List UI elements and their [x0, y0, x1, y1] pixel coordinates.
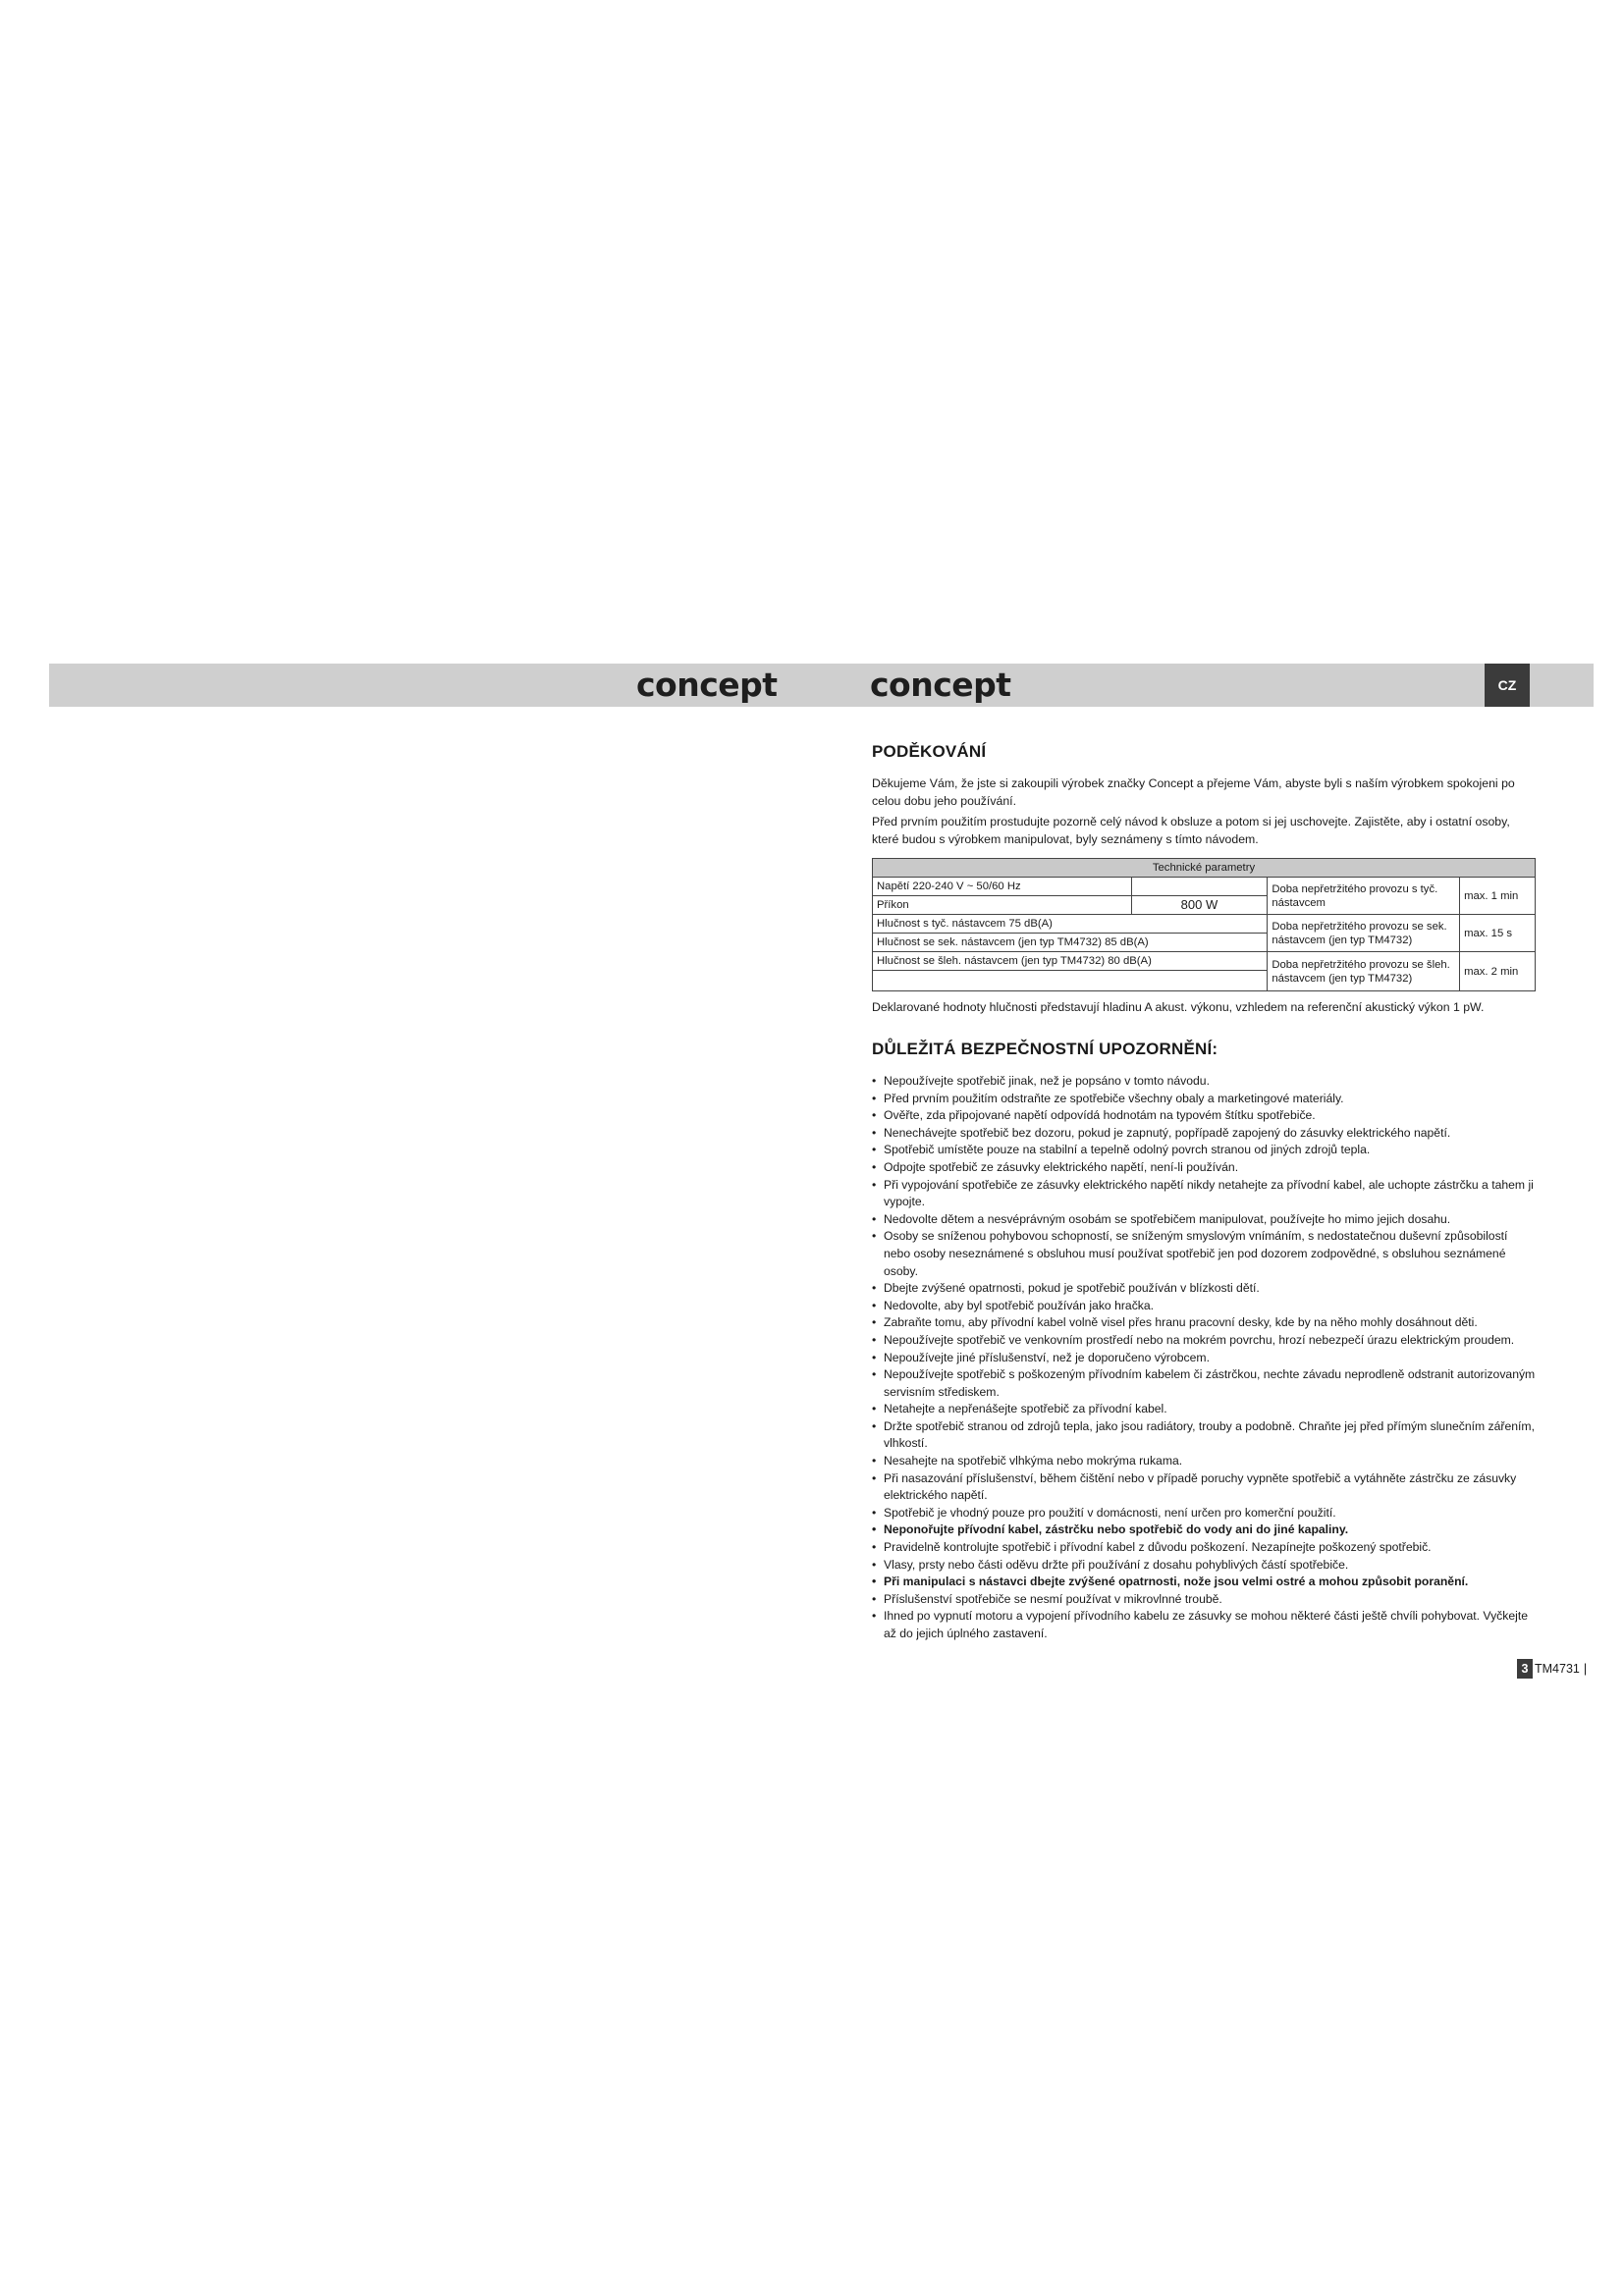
spec-noise-rod: Hlučnost s tyč. nástavcem 75 dB(A): [873, 915, 1268, 934]
intro-paragraph: Před prvním použitím prostudujte pozorně celý návod k obsluze a potom si jej uschovejte. Zajistěte, aby i ostatní osoby, které budou s výrobkem manipulovat, byly seznámeny s tímto návodem.: [872, 815, 1510, 846]
safety-item: • Nesahejte na spotřebič vlhkýma nebo mokrýma rukama.: [872, 1453, 1536, 1470]
spec-table-caption: Technické parametry: [873, 859, 1536, 878]
safety-item: • Osoby se sníženou pohybovou schopností, se sníženým smyslovým vnímáním, s nedostatečnou duševní způsobilostí nebo osoby neseznámené s obsluhou musí používat spotřebič jen pod dozorem zodpovědné, s obsluhou seznámené osoby.: [872, 1228, 1536, 1280]
safety-item: • Zabraňte tomu, aby přívodní kabel volně visel přes hranu pracovní desky, kde by na něho mohly dosáhnout děti.: [872, 1314, 1536, 1332]
model-code: TM4731: [1535, 1662, 1580, 1676]
spec-op-chopper-label: Doba nepřetržitého provozu se sek. nástavcem (jen typ TM4732): [1268, 915, 1460, 952]
spec-op-whisk-value: max. 2 min: [1460, 952, 1536, 991]
safety-item: • Příslušenství spotřebiče se nesmí používat v mikrovlnné troubě.: [872, 1591, 1536, 1609]
safety-item: • Nedovolte dětem a nesvéprávným osobám se spotřebičem manipulovat, používejte ho mimo jejich dosahu.: [872, 1211, 1536, 1229]
manual-page-content: [872, 742, 1536, 1643]
noise-note: Deklarované hodnoty hlučnosti představují hladinu A akust. výkonu, vzhledem na referenční akustický výkon 1 pW.: [872, 1000, 1485, 1014]
spec-op-rod-value: max. 1 min: [1460, 878, 1536, 915]
safety-item: • Při vypojování spotřebiče ze zásuvky elektrického napětí nikdy netahejte za přívodní kabel, ale uchopte zástrčku a tahem ji vypojte.: [872, 1177, 1536, 1211]
spec-op-chopper-value: max. 15 s: [1460, 915, 1536, 952]
spec-voltage: Napětí 220-240 V ~ 50/60 Hz: [873, 878, 1132, 896]
safety-item-emphasis: • Neponořujte přívodní kabel, zástrčku nebo spotřebič do vody ani do jiné kapaliny.: [872, 1522, 1536, 1539]
safety-item: • Před prvním použitím odstraňte ze spotřebiče všechny obaly a marketingové materiály.: [872, 1091, 1536, 1108]
spec-table: [872, 858, 1536, 991]
footer-separator: |: [1583, 1662, 1588, 1676]
safety-item: • Spotřebič umístěte pouze na stabilní a tepelně odolný povrch stranou od jiných zdrojů tepla.: [872, 1142, 1536, 1159]
safety-item: • Při nasazování příslušenství, během čištění nebo v případě poruchy vypněte spotřebič a vytáhněte zástrčku ze zásuvky elektrického napětí.: [872, 1470, 1536, 1505]
safety-item: • Nepoužívejte spotřebič jinak, než je popsáno v tomto návodu.: [872, 1073, 1536, 1091]
header-band: [49, 664, 1594, 707]
brand-logo-left: concept: [636, 666, 778, 704]
spec-noise-whisk: Hlučnost se šleh. nástavcem (jen typ TM4732) 80 dB(A): [873, 952, 1268, 971]
safety-item: • Spotřebič je vhodný pouze pro použití v domácnosti, není určen pro komerční použití.: [872, 1505, 1536, 1522]
brand-logo-right: concept: [870, 666, 1011, 704]
page-footer: [1517, 1659, 1587, 1679]
safety-item-emphasis: • Při manipulaci s nástavci dbejte zvýšené opatrnosti, nože jsou velmi ostré a mohou způsobit poranění.: [872, 1574, 1536, 1591]
spec-op-rod-label: Doba nepřetržitého provozu s tyč. nástavcem: [1268, 878, 1460, 915]
safety-item: • Nepoužívejte jiné příslušenství, než je doporučeno výrobcem.: [872, 1350, 1536, 1367]
safety-item: • Držte spotřebič stranou od zdrojů tepla, jako jsou radiátory, trouby a podobně. Chraňte jej před přímým slunečním zářením, vlhkostí.: [872, 1418, 1536, 1453]
intro-heading: PODĚKOVÁNÍ: [872, 742, 987, 761]
safety-item: • Ihned po vypnutí motoru a vypojení přívodního kabelu ze zásuvky se mohou některé části ještě chvíli pohybovat. Vyčkejte až do jejich úplného zastavení.: [872, 1608, 1536, 1642]
spec-op-whisk-label: Doba nepřetržitého provozu se šleh. nástavcem (jen typ TM4732): [1268, 952, 1460, 991]
spec-power-label: Příkon: [873, 896, 1132, 915]
safety-heading: DŮLEŽITÁ BEZPEČNOSTNÍ UPOZORNĚNÍ:: [872, 1040, 1218, 1058]
spec-empty-cell: [1131, 878, 1268, 896]
spec-empty-cell: [873, 971, 1268, 991]
spec-power-value: 800 W: [1131, 896, 1268, 915]
safety-item: • Nepoužívejte spotřebič s poškozeným přívodním kabelem či zástrčkou, nechte závadu neprodleně odstranit autorizovaným servisním střediskem.: [872, 1366, 1536, 1401]
safety-item: • Nepoužívejte spotřebič ve venkovním prostředí nebo na mokrém povrchu, hrozí nebezpečí úrazu elektrickým proudem.: [872, 1332, 1536, 1350]
intro-paragraph: Děkujeme Vám, že jste si zakoupili výrobek značky Concept a přejeme Vám, abyste byli s naším výrobkem spokojeni po celou dobu jeho používání.: [872, 776, 1515, 808]
safety-item: • Ověřte, zda připojované napětí odpovídá hodnotám na typovém štítku spotřebiče.: [872, 1107, 1536, 1125]
safety-item: • Vlasy, prsty nebo části oděvu držte při používání z dosahu pohyblivých částí spotřebiče.: [872, 1557, 1536, 1575]
safety-list: [872, 1073, 1536, 1643]
safety-item: • Nedovolte, aby byl spotřebič používán jako hračka.: [872, 1298, 1536, 1315]
page-number: 3: [1517, 1659, 1533, 1679]
safety-item: • Netahejte a nepřenášejte spotřebič za přívodní kabel.: [872, 1401, 1536, 1418]
spec-noise-chopper: Hlučnost se sek. nástavcem (jen typ TM4732) 85 dB(A): [873, 934, 1268, 952]
language-badge: CZ: [1485, 664, 1530, 707]
safety-item: • Dbejte zvýšené opatrnosti, pokud je spotřebič používán v blízkosti dětí.: [872, 1280, 1536, 1298]
safety-item: • Pravidelně kontrolujte spotřebič i přívodní kabel z důvodu poškození. Nezapínejte poškozený spotřebič.: [872, 1539, 1536, 1557]
safety-item: • Nenechávejte spotřebič bez dozoru, pokud je zapnutý, popřípadě zapojený do zásuvky elektrického napětí.: [872, 1125, 1536, 1143]
safety-item: • Odpojte spotřebič ze zásuvky elektrického napětí, není-li používán.: [872, 1159, 1536, 1177]
